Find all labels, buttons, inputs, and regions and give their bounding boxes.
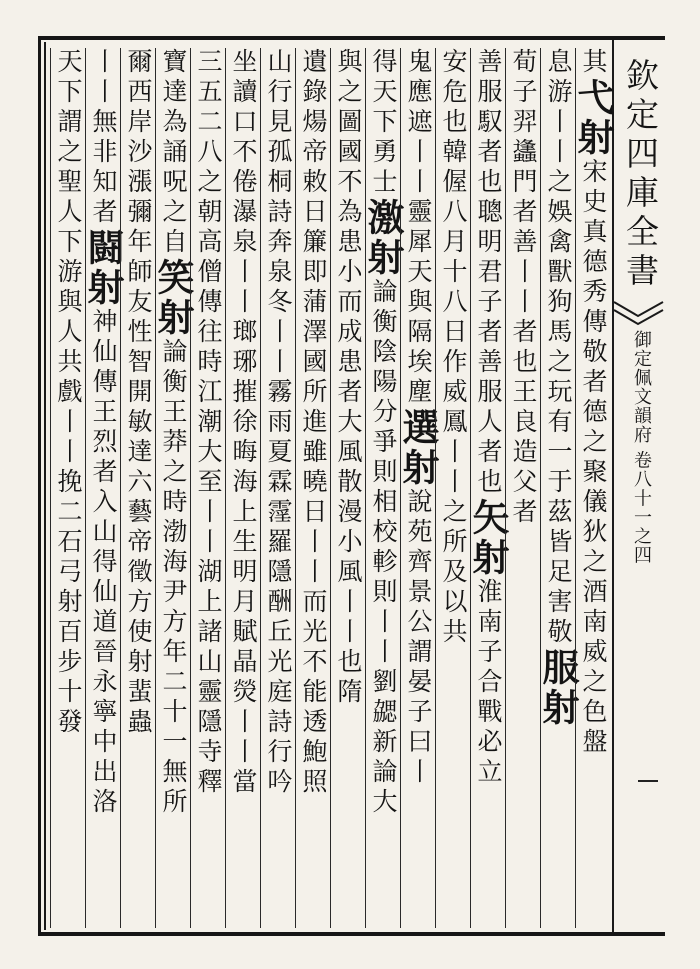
text-column — [466, 48, 510, 928]
text-run: 師友性智開敏達六藝帝徵方使射蜚蟲 — [124, 258, 153, 738]
text-column — [295, 48, 330, 928]
text-column — [81, 48, 125, 928]
text-run: 山行見孤桐詩奔泉冬丨丨霧雨夏霖霪羅隱酬丘光庭詩行吟 — [264, 48, 293, 798]
text-column — [50, 48, 85, 928]
text-column — [505, 48, 540, 928]
text-column — [190, 48, 225, 928]
headword: 選射 — [396, 408, 440, 488]
column-text — [151, 48, 195, 928]
text-run: 寶達為誦呪之自 — [159, 48, 188, 258]
text-run: 荀子羿蠭門者善丨丨者也王良造父者 — [509, 48, 538, 528]
text-run: 鬼應遮丨丨靈犀天與隔埃塵 — [404, 48, 433, 408]
text-run: 安危也韓偓八月十八日作威鳳丨丨之所及以共 — [439, 48, 468, 648]
text-column — [120, 48, 155, 928]
text-run: 善服馭者也聰明君子者善服人者也 — [474, 48, 503, 498]
margin-mark — [638, 780, 658, 782]
text-run: 坐讀口不倦瀑泉丨丨瑯琊摧徐晦海上生明月賦晶熒丨丨當 — [229, 48, 258, 798]
headword: 激射 — [361, 198, 405, 278]
column-text — [571, 48, 615, 928]
text-column — [151, 48, 195, 928]
text-run: 淮南子合戰必立 — [474, 578, 503, 788]
text-run: 說苑齊景公謂晏子曰丨 — [404, 488, 433, 788]
inner-rule — [44, 42, 46, 930]
text-column — [330, 48, 365, 928]
column-text — [361, 48, 405, 928]
text-run: 息游丨丨之娛禽獸狗馬之玩有一于茲皆足害敬 — [544, 48, 573, 648]
text-column — [396, 48, 440, 928]
text-run: 三五二八之朝高僧傳往時江潮大至丨丨湖上諸山靈隱寺釋 — [194, 48, 223, 798]
text-run: 天下謂之聖人 — [54, 48, 83, 228]
headword: 笑射 — [151, 258, 195, 338]
volume-label: 御定佩文韻府 卷八十一之四 — [631, 330, 652, 565]
text-run: 下游與人共戲丨丨挽二石弓射百步十發 — [54, 228, 83, 738]
headword: 服射 — [536, 648, 580, 728]
text-column — [361, 48, 405, 928]
text-run: 論衡王莽之時渤海尹方年二十一無所 — [159, 338, 188, 818]
column-text — [191, 48, 225, 928]
column-text — [226, 48, 260, 928]
text-column — [435, 48, 470, 928]
headword: 闘射 — [81, 228, 125, 308]
text-column — [260, 48, 295, 928]
text-columns — [50, 48, 615, 928]
text-run: 論衡陰陽分爭則相校軫則丨丨劉勰新論大 — [369, 278, 398, 818]
fishtail-ornament — [612, 300, 665, 330]
text-run: 爾西岸沙漲彌年 — [124, 48, 153, 258]
text-run: 得天下勇士 — [369, 48, 398, 198]
text-run: 遺錄煬帝敕日簾即蒲澤國所進雖曉日丨丨而光不能透鮑照 — [299, 48, 328, 798]
text-run: 丨丨無非知者 — [89, 48, 118, 228]
column-text — [296, 48, 330, 928]
text-run: 其 — [579, 48, 608, 78]
column-text — [466, 48, 510, 928]
book-title: 欽定四庫全書 — [621, 58, 660, 292]
headword: 矢射 — [466, 498, 510, 578]
column-text — [396, 48, 440, 928]
column-text — [436, 48, 470, 928]
text-run: 宋史真德秀傳敬者德之聚儀狄之酒南威之色盤 — [579, 158, 608, 758]
headword: 弋射 — [571, 78, 615, 158]
column-text — [121, 48, 155, 928]
column-text — [506, 48, 540, 928]
text-column — [225, 48, 260, 928]
column-text — [51, 48, 85, 928]
text-run: 神仙傳王烈者入山得仙道晉永寧中出洛 — [89, 308, 118, 818]
text-run: 不為患小而成患者大風散漫小風丨丨也隋 — [334, 168, 363, 708]
column-text — [261, 48, 295, 928]
column-text — [536, 48, 580, 928]
text-column — [536, 48, 580, 928]
column-text — [81, 48, 125, 928]
column-text — [331, 48, 365, 928]
text-run: 與之圖國 — [334, 48, 363, 168]
text-column — [571, 48, 615, 928]
